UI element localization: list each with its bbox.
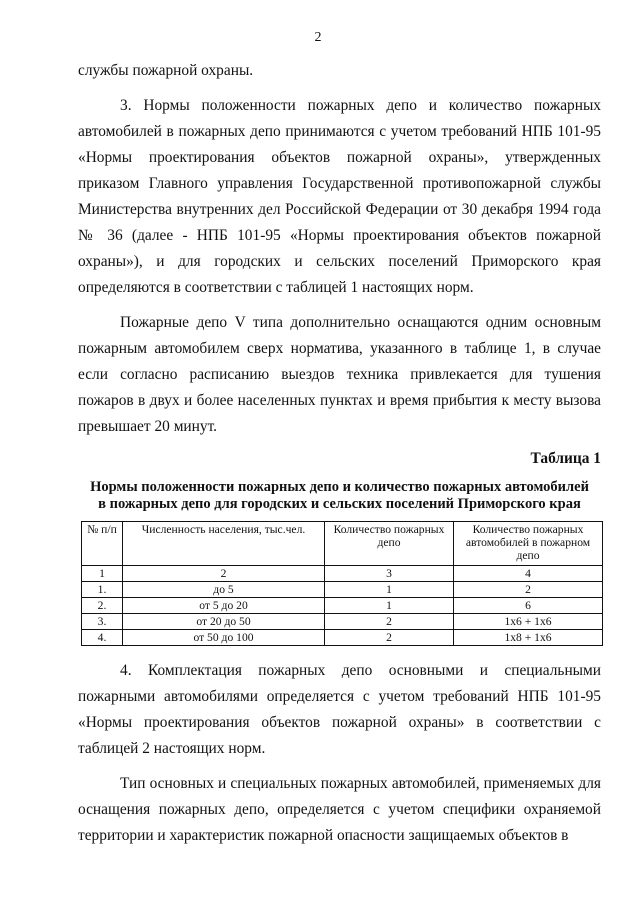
- table-cell: 1.: [82, 582, 123, 598]
- table-cell: 1: [82, 566, 123, 582]
- table-cell: 4: [454, 566, 603, 582]
- table-header-row: [82, 522, 603, 566]
- paragraph-depot-type-5: Пожарные депо V типа дополнительно оснащаются одним основным пожарным автомобилем сверх норматива, указанного в таблице 1, в случае если согласно расписанию выездов техника привлекается для тушения пожаров в двух и более населенных пунктах и время прибытия к месту вызова превышает 20 минут.: [78, 314, 601, 435]
- table-cell: от 5 до 20: [123, 598, 325, 614]
- paragraph-section-4: 4. Комплектация пожарных депо основными и специальными пожарными автомобилями определяется с учетом требований НПБ 101-95 «Нормы проектирования объектов пожарной охраны» в соответствии с таблицей 2 настоящих норм.: [78, 662, 601, 757]
- header-cell: Количество пожарных автомобилей в пожарном депо: [454, 522, 603, 566]
- table-cell: 2: [123, 566, 325, 582]
- table-title-line1: Нормы положенности пожарных депо и количество пожарных автомобилей: [90, 479, 589, 495]
- table-cell: 4.: [82, 630, 123, 646]
- table-cell: 1: [325, 582, 454, 598]
- table-cell: 2: [325, 614, 454, 630]
- table-cell: 3.: [82, 614, 123, 630]
- table-row: [82, 630, 603, 646]
- table-label: Таблица 1: [530, 450, 601, 467]
- table-cell: 1х8 + 1х6: [454, 630, 603, 646]
- page-number: 2: [314, 30, 322, 45]
- table-cell: 2.: [82, 598, 123, 614]
- table-cell: 2: [325, 630, 454, 646]
- table-cell: от 50 до 100: [123, 630, 325, 646]
- table-cell: от 20 до 50: [123, 614, 325, 630]
- table-cell: до 5: [123, 582, 325, 598]
- header-cell: Количество пожарных депо: [325, 522, 454, 566]
- table-cell: 2: [454, 582, 603, 598]
- header-cell: № п/п: [82, 522, 123, 566]
- table-cell: 1: [325, 598, 454, 614]
- table-cell: 3: [325, 566, 454, 582]
- table-cell: 6: [454, 598, 603, 614]
- paragraph-section-3: 3. Нормы положенности пожарных депо и количество пожарных автомобилей в пожарных депо принимаются с учетом требований НПБ 101-95 «Нормы проектирования объектов пожарной охраны», утвержденных приказом Главного управления Государственной противопожарной службы Министерства внутренних дел Российской Федерации от 30 декабря 1994 года № 36 (далее - НПБ 101-95 «Нормы проектирования объектов пожарной охраны»), и для городских и сельских поселений Приморского края определяются в соответствии с таблицей 1 настоящих норм.: [78, 97, 601, 296]
- header-cell: Численность населения, тыс.чел.: [123, 522, 325, 566]
- norms-table: [81, 521, 603, 646]
- table-cell: 1х6 + 1х6: [454, 614, 603, 630]
- document-body: [78, 58, 601, 849]
- table-row: [82, 582, 603, 598]
- table-title-line2: в пожарных депо для городских и сельских поселений Приморского края: [98, 496, 581, 512]
- paragraph-vehicle-types: Тип основных и специальных пожарных автомобилей, применяемых для оснащения пожарных депо, определяется с учетом специфики охраняемой территории и характеристик пожарной опасности защищаемых объектов в: [78, 775, 601, 844]
- paragraph-continuation: службы пожарной охраны.: [78, 62, 254, 79]
- table-row: [82, 566, 603, 582]
- table-title: [78, 479, 601, 513]
- table-row: [82, 598, 603, 614]
- table-row: [82, 614, 603, 630]
